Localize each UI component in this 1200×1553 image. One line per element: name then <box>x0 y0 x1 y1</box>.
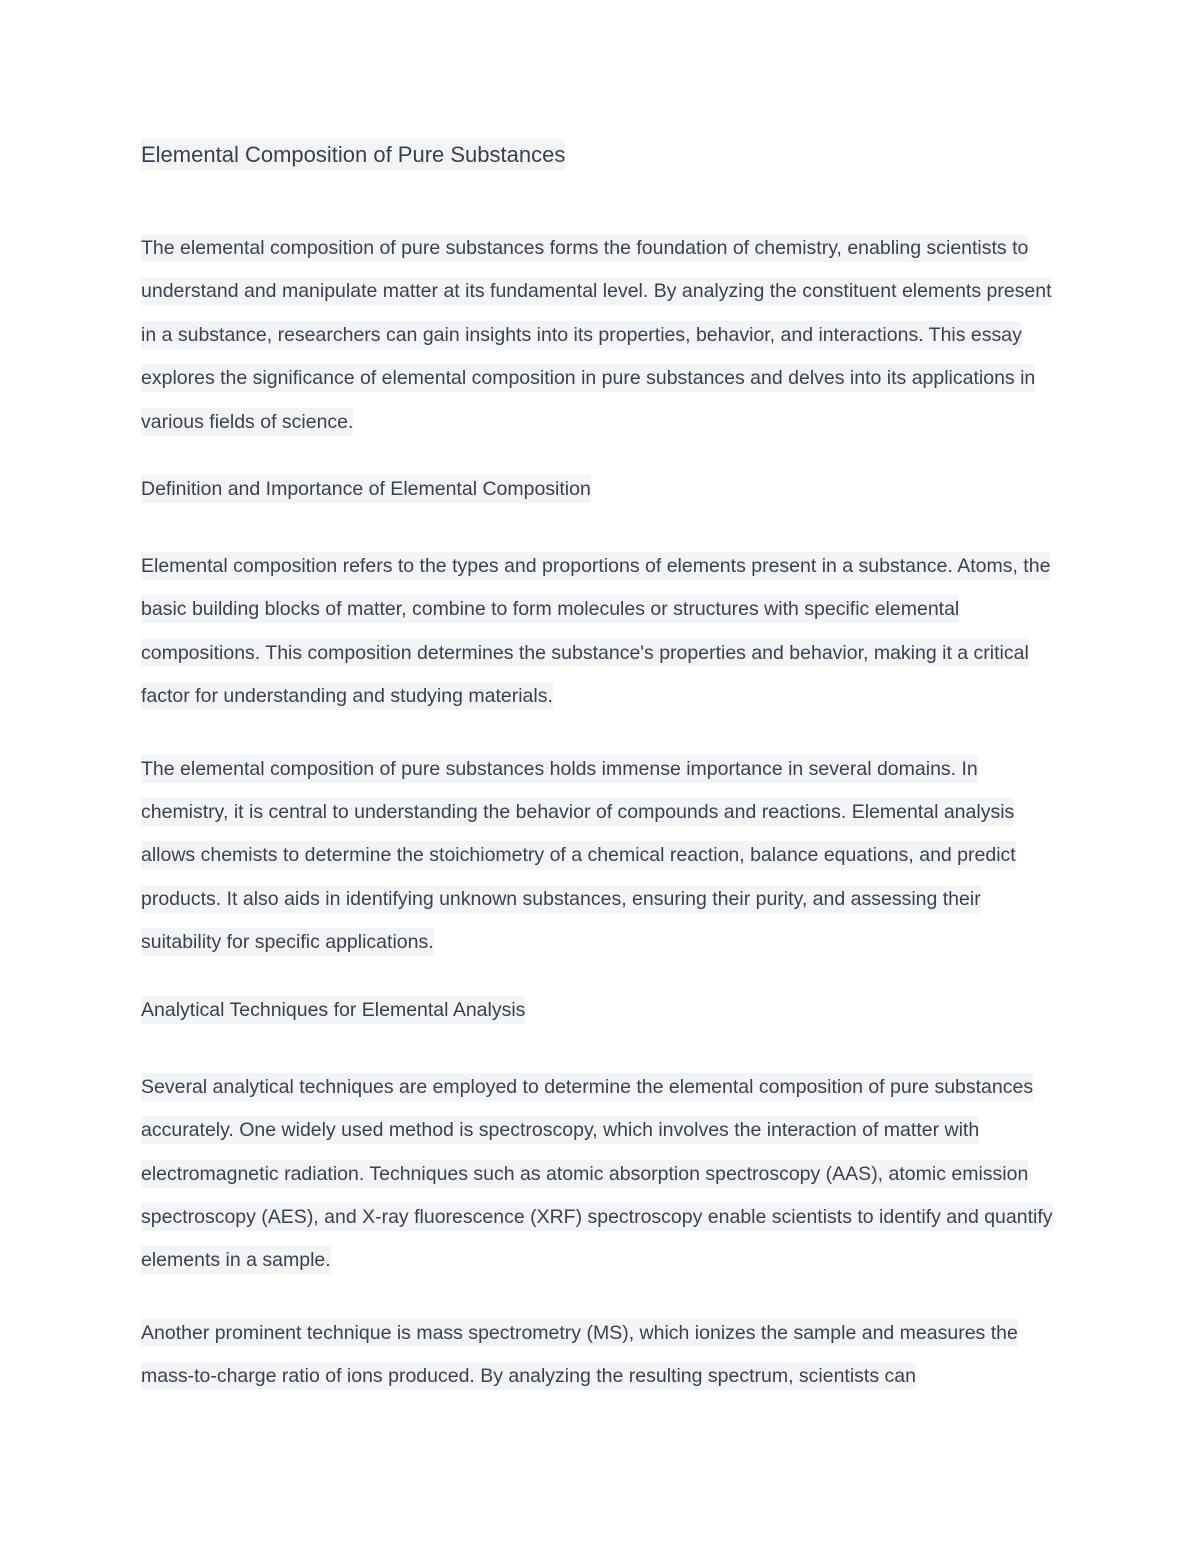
intro-paragraph-text: The elemental composition of pure substances forms the foundation of chemistry, enabling scientists to understand and manipulate matter at its fundamental level. By analyzing the constituent elements present in a substance, researchers can gain insights into its properties, behavior, and interactions. This essay explores the significance of elemental composition in pure substances and delves into its applications in various fields of science. <box>141 234 1052 436</box>
intro-paragraph <box>141 227 1061 444</box>
paragraph-text: Several analytical techniques are employed to determine the elemental composition of pure substances accurately. One widely used method is spectroscopy, which involves the interaction of matter with electromagnetic radiation. Techniques such as atomic absorption spectroscopy (AAS), atomic emission spectroscopy (AES), and X-ray fluorescence (XRF) spectroscopy enable scientists to identify and quantify elements in a sample. <box>141 1073 1053 1275</box>
document-title-text: Elemental Composition of Pure Substances <box>141 139 565 170</box>
paragraph <box>141 1066 1061 1283</box>
document-title <box>141 138 1061 172</box>
document-body <box>141 138 1061 1428</box>
section-heading-text: Definition and Importance of Elemental Composition <box>141 475 591 503</box>
section-heading-analytical-techniques <box>141 994 1061 1026</box>
paragraph <box>141 545 1061 719</box>
section-heading-text: Analytical Techniques for Elemental Analysis <box>141 996 525 1024</box>
paragraph <box>141 1312 1061 1399</box>
paragraph <box>141 748 1061 965</box>
section-heading-definition <box>141 473 1061 505</box>
paragraph-text: Elemental composition refers to the types and proportions of elements present in a substance. Atoms, the basic building blocks of matter, combine to form molecules or structures with specific elemental compositions. This composition determines the substance's properties and behavior, making it a critical factor for understanding and studying materials. <box>141 552 1050 710</box>
paragraph-text: Another prominent technique is mass spectrometry (MS), which ionizes the sample and measures the mass-to-charge ratio of ions produced. By analyzing the resulting spectrum, scientists can <box>141 1319 1018 1390</box>
paragraph-text: The elemental composition of pure substances holds immense importance in several domains. In chemistry, it is central to understanding the behavior of compounds and reactions. Elemental analysis allows chemists to determine the stoichiometry of a chemical reaction, balance equations, and predict products. It also aids in identifying unknown substances, ensuring their purity, and assessing their suitability for specific applications. <box>141 755 1016 957</box>
